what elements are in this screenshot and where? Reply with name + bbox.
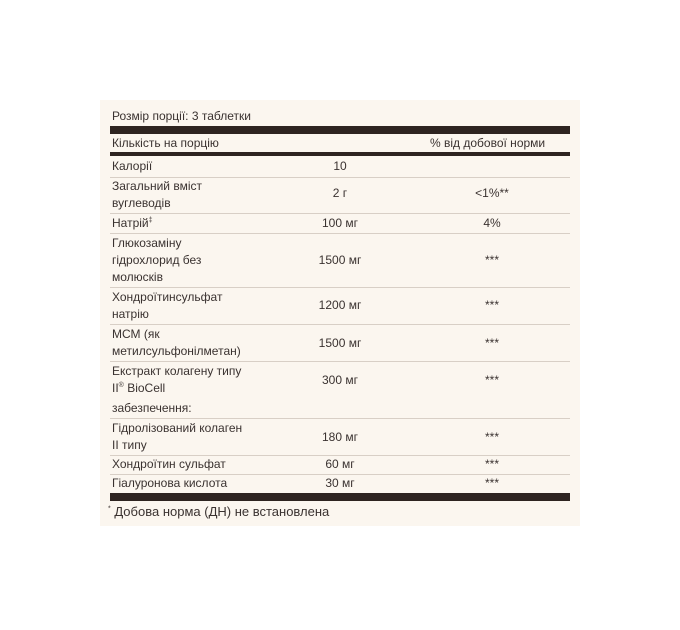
- bottom-thick-rule: [110, 493, 570, 501]
- row-daily-value: ***: [484, 430, 499, 444]
- row-name: забезпечення:: [112, 401, 192, 415]
- footnote-mark: *: [108, 505, 111, 513]
- row-amount: 300 мг: [322, 373, 358, 387]
- row-name: Загальний вміст: [112, 179, 202, 193]
- row-name: Глюкозаміну: [112, 236, 182, 250]
- row-divider: [110, 418, 570, 419]
- row-name: МСМ (як: [112, 327, 160, 341]
- row-daily-value: ***: [484, 457, 499, 471]
- registered-mark: ®: [118, 382, 124, 389]
- header-rule: [110, 152, 570, 156]
- row-name: Калорії: [112, 159, 153, 173]
- row-divider: [110, 213, 570, 214]
- row-daily-value: ***: [484, 476, 499, 490]
- row-name-line3: молюсків: [112, 270, 163, 284]
- row-name: Хондроїтинсульфат: [112, 290, 223, 304]
- row-amount: 60 мг: [325, 457, 355, 471]
- row-amount: 10: [333, 159, 347, 173]
- row-daily-value: 4%: [483, 216, 501, 230]
- row-name-line2: метилсульфонілметан): [112, 344, 241, 358]
- row-divider: [110, 361, 570, 362]
- row-amount: 180 мг: [322, 430, 358, 444]
- top-thick-rule: [110, 126, 570, 134]
- row-name-line2: натрію: [112, 307, 149, 321]
- row-amount: 30 мг: [325, 476, 355, 490]
- row-name: Гідролізований колаген: [112, 421, 243, 435]
- row-amount: 1500 мг: [318, 253, 362, 267]
- row-amount: 1200 мг: [318, 298, 362, 312]
- row-daily-value: ***: [484, 253, 499, 267]
- serving-size: Розмір порції: 3 таблетки: [112, 109, 251, 123]
- row-amount: 1500 мг: [318, 336, 362, 350]
- row-name: Гіалуронова кислота: [112, 476, 228, 490]
- row-name-line2: II® BioCell: [112, 381, 166, 395]
- row-divider: [110, 233, 570, 234]
- amount-per-serving-header: Кількість на порцію: [112, 136, 219, 150]
- footnote-mark: ‡: [148, 217, 153, 224]
- row-name-line2: вуглеводів: [112, 196, 171, 210]
- row-daily-value: ***: [484, 336, 499, 350]
- row-divider: [110, 287, 570, 288]
- row-daily-value: <1%**: [475, 186, 509, 200]
- row-amount: 100 мг: [322, 216, 358, 230]
- row-amount: 2 г: [332, 186, 348, 200]
- row-name-line2: гідрохлорид без: [112, 253, 202, 267]
- row-name: Хондроїтин сульфат: [112, 457, 226, 471]
- row-daily-value: ***: [484, 373, 499, 387]
- row-name-line2: II типу: [112, 438, 147, 452]
- row-name: Натрій‡: [112, 216, 153, 230]
- row-name: Екстракт колагену типу: [112, 364, 242, 378]
- row-divider: [110, 324, 570, 325]
- daily-value-header: % від добової норми: [430, 136, 546, 150]
- footnote: * Добова норма (ДН) не встановлена: [108, 504, 330, 519]
- row-daily-value: ***: [484, 298, 499, 312]
